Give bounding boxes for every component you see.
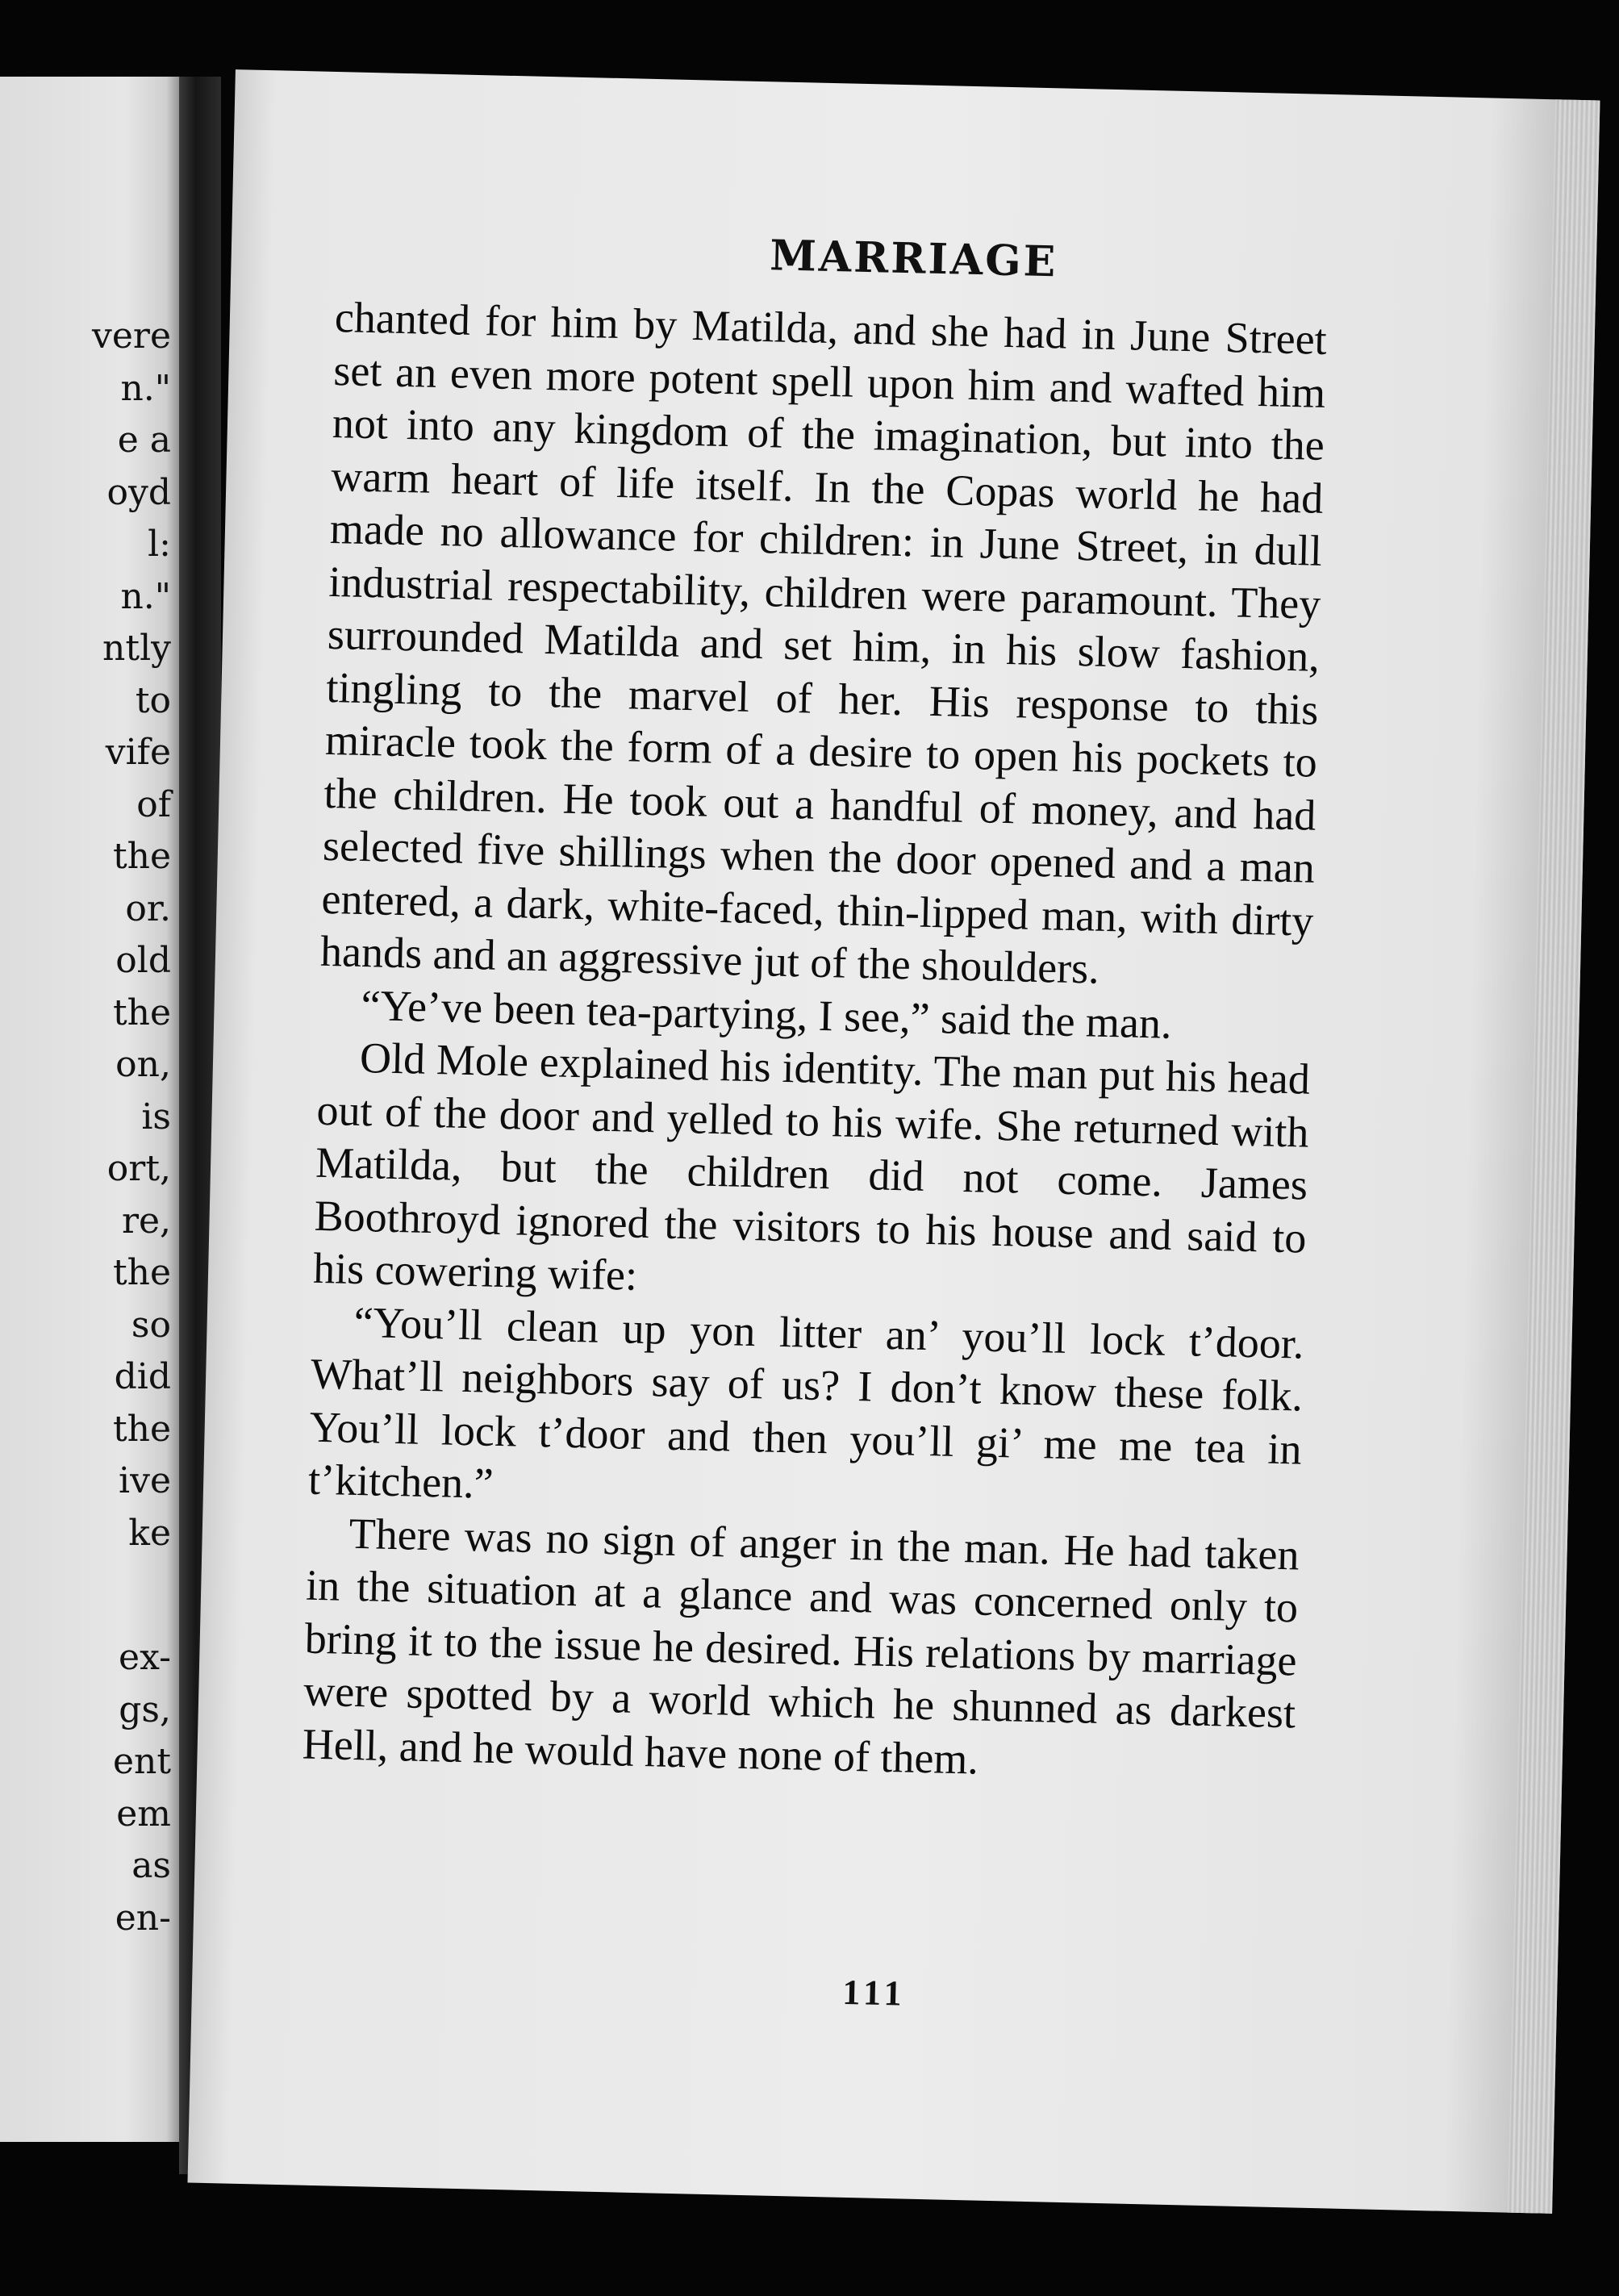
previous-page-fragment: ntly: [102, 628, 171, 669]
body-text: [302, 291, 1327, 1793]
previous-page-fragment: the: [112, 836, 171, 877]
previous-page-fragment: is: [141, 1096, 171, 1138]
previous-page-fragment: vere: [92, 315, 171, 357]
previous-page-gap: [0, 1559, 171, 1632]
previous-page-fragment: the: [112, 991, 171, 1033]
running-head: MARRIAGE: [769, 231, 1059, 287]
previous-page-fragment: en-: [115, 1897, 171, 1939]
previous-page-fragment: n.": [120, 367, 171, 409]
book-page: [187, 69, 1600, 2214]
previous-page-fragment: ive: [119, 1460, 171, 1501]
previous-page-fragment: ex-: [119, 1637, 171, 1678]
previous-page-fragment: gs,: [119, 1689, 171, 1730]
previous-page-fragment: the: [112, 1252, 171, 1293]
page-number: 111: [841, 1972, 908, 2014]
page-content: [187, 69, 1600, 2214]
previous-page-fragment: ke: [128, 1512, 171, 1554]
previous-page: [0, 77, 182, 2142]
previous-page-fragment: oyd: [106, 471, 171, 513]
previous-page-fragment: as: [131, 1845, 171, 1886]
paragraph: There was no sign of anger in the man. He had taken in the situation at a glance and was concerned only to bring it to the issue he desired. His relations by marriage were spotted by a world which he shunned as darkest Hell, and he would have none of them.: [302, 1509, 1300, 1784]
previous-page-fragment: ort,: [106, 1148, 171, 1189]
previous-page-fragment: em: [116, 1793, 171, 1835]
paragraph: Old Mole explained his identity. The man put his head out of the door and yelled to his wife. She returned with Matilda, but the children did not come. James Boothroyd ignored the visitors to his house and said to his cowering wife:: [312, 1033, 1311, 1300]
previous-page-text: [0, 311, 171, 1944]
previous-page-fragment: did: [114, 1356, 171, 1397]
paragraph: “You’ll clean up yon litter an’ you’ll lock t’door. What’ll neighbors say of us? I don’t know these folk. You’ll lock t’door and then you’ll gi’ me me tea in t’kitchen.”: [307, 1297, 1305, 1508]
previous-page-fragment: of: [136, 783, 171, 825]
previous-page-fragment: re,: [121, 1200, 171, 1242]
paragraph: chanted for him by Matilda, and she had in June Street set an even more potent spell upon him and wafted him not into any kingdom of the imagination, but into the warm heart of life itself. In the Copas world he had made no allowance for children: in June Street, in dull industrial respectability, children were paramount. They surrounded Matilda and set him, in his slow fashion, tingling to the marvel of her. His response to this miracle took the form of a desire to open his pockets to the children. He took out a handful of money, and had selected five shillings when the door opened and a man entered, a dark, white-faced, thin-lipped man, with dirty hands and an aggressive jut of the shoulders.: [319, 293, 1328, 993]
previous-page-fragment: on,: [115, 1044, 171, 1085]
previous-page-fragment: old: [115, 940, 171, 981]
previous-page-fragment: vife: [105, 732, 171, 773]
previous-page-fragment: n.": [120, 575, 171, 617]
paragraph: “Ye’ve been tea-partying, I see,” said the man.: [360, 980, 1173, 1048]
previous-page-fragment: l:: [148, 524, 171, 565]
previous-page-fragment: the: [112, 1408, 171, 1450]
previous-page-fragment: to: [135, 679, 171, 721]
previous-page-fragment: ent: [112, 1741, 171, 1782]
previous-page-fragment: e a: [117, 420, 171, 461]
previous-page-fragment: or.: [125, 887, 171, 929]
previous-page-fragment: so: [131, 1304, 171, 1346]
